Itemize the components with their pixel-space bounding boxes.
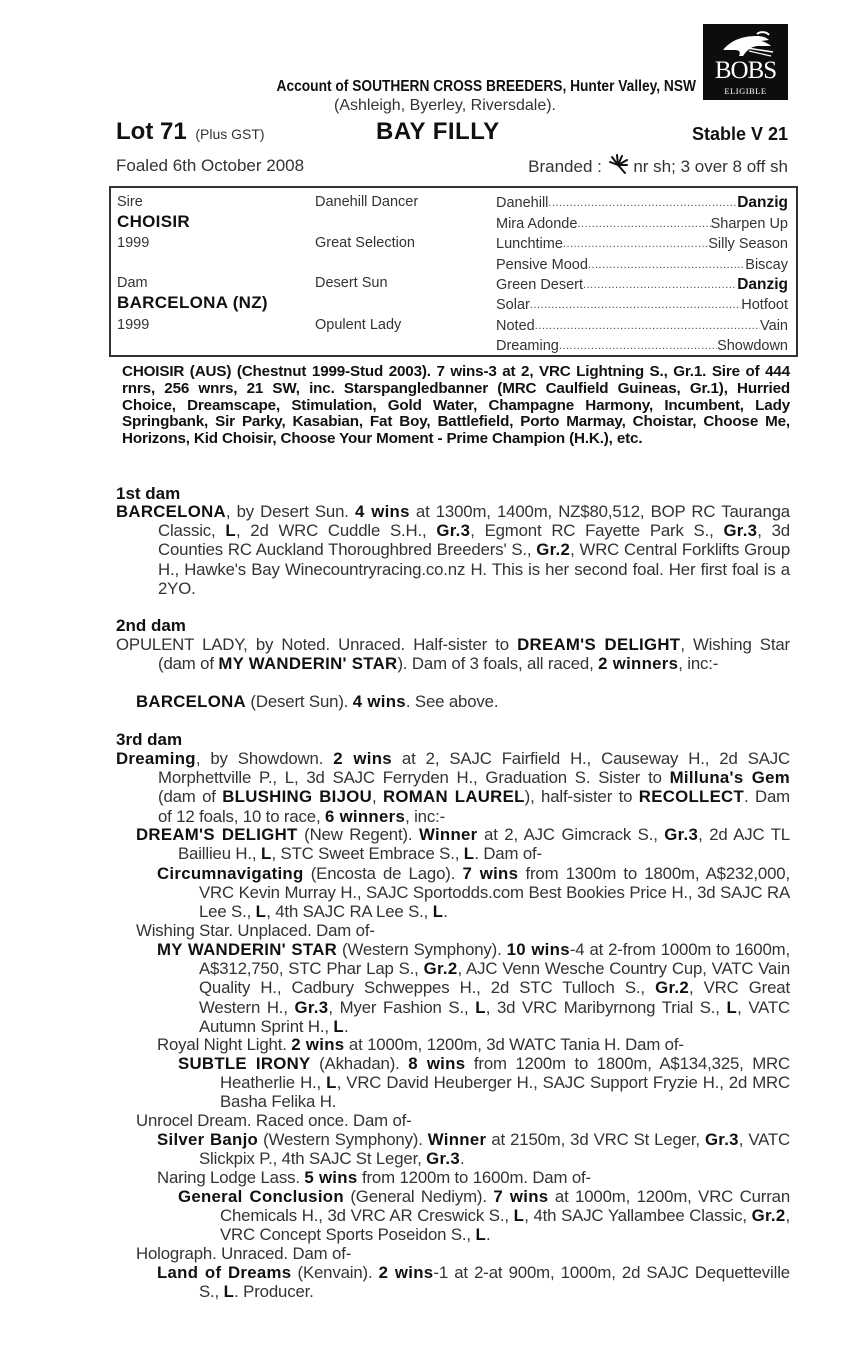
text: , Myer Fashion S., <box>328 997 476 1017</box>
pedigree-entry <box>178 1187 790 1245</box>
great-grandparent-dam: Danehill <box>496 195 549 211</box>
bold-text: L <box>726 997 738 1017</box>
text: , 4th SAJC Yallambee Classic, <box>524 1206 752 1226</box>
text: , 2d WRC Cuddle S.H., <box>235 521 437 541</box>
third-dam-heading: 3rd dam <box>116 730 183 749</box>
text: , AJC Venn Wesche Country Cup, VATC Vain Quality H., Cadbury Schweppes H., 2d STC Tulloch S., <box>199 959 790 998</box>
great-grandparent-sire: Danzig <box>737 194 788 211</box>
bold-text: L <box>513 1206 525 1226</box>
bold-text: Dreaming <box>116 749 196 768</box>
pedigree-entry <box>157 1168 790 1187</box>
great-grandparent-sire: Showdown <box>717 338 788 354</box>
bold-text: SUBTLE IRONY <box>178 1054 311 1073</box>
text: , <box>372 787 383 807</box>
text: (Western Symphony). <box>337 940 507 959</box>
text: (General Nediym). <box>343 1187 494 1206</box>
great-grandparent-sire: Vain <box>760 318 788 334</box>
bold-text: 2 wins <box>378 1263 434 1282</box>
text: , 2d AJC TL Baillieu H., <box>178 825 790 864</box>
bold-text: 7 wins <box>493 1187 549 1206</box>
bold-text: BARCELONA <box>136 692 246 711</box>
bold-text: Gr.2 <box>751 1206 786 1226</box>
great-grandparent-dam: Noted <box>496 318 535 334</box>
great-grandparent-dam: Mira Adonde <box>496 216 578 232</box>
bold-text: 7 wins <box>462 864 519 883</box>
bold-text: DREAM'S DELIGHT <box>136 825 298 844</box>
lot-gst-note: (Plus GST) <box>195 126 265 142</box>
leader-dots <box>583 275 737 295</box>
leader-dots <box>588 255 745 275</box>
bold-text: BARCELONA <box>116 502 226 521</box>
bold-text: 5 wins <box>304 1168 358 1187</box>
pedigree-entry <box>136 692 790 711</box>
text: , Egmont RC Fayette Park S., <box>470 521 724 541</box>
bold-text: Winner <box>427 1130 487 1149</box>
bold-text: Gr.3 <box>664 825 699 844</box>
bold-text: L <box>255 902 267 922</box>
text: . <box>443 902 448 922</box>
text: OPULENT LADY, by Noted. Unraced. Half-sister to <box>116 635 518 654</box>
text: (Encosta de Lago). <box>303 864 463 883</box>
bold-text: ROMAN LAUREL <box>382 787 525 807</box>
pedigree-entry <box>116 502 790 598</box>
bold-text: Gr.3 <box>704 1130 739 1149</box>
text: (New Regent). <box>297 825 419 844</box>
text: , inc:- <box>405 806 446 826</box>
text: (dam of <box>158 787 223 807</box>
pedigree-entry <box>157 1130 790 1169</box>
text: . Dam of- <box>474 844 542 864</box>
leader-dots <box>563 234 708 254</box>
stable-number: Stable V 21 <box>691 124 788 144</box>
vendor-properties: (Ashleigh, Byerley, Riversdale). <box>333 97 556 114</box>
sire-dam: Great Selection <box>315 235 415 251</box>
bold-text: 2 winners <box>598 654 679 674</box>
leader-dots <box>535 316 760 336</box>
bold-text: Circumnavigating <box>157 864 304 883</box>
great-grandparent-row <box>496 234 788 254</box>
text: , by Desert Sun. <box>225 502 355 521</box>
great-grandparent-dam: Lunchtime <box>496 236 563 252</box>
bold-text: Land of Dreams <box>157 1263 292 1282</box>
sire-sire: Danehill Dancer <box>315 194 419 210</box>
text: ). Dam of 3 foals, all raced, <box>397 654 599 674</box>
bold-text: 10 wins <box>506 940 570 959</box>
text: , STC Sweet Embrace S., <box>271 844 464 864</box>
bold-text: Winner <box>418 825 478 844</box>
bold-text: Gr.2 <box>423 959 458 979</box>
text: from 1300m to 1800m, A$232,000, VRC Kevin Murray H., SAJC Sportodds.com Best Bookies Price H., 3d SAJC RA Lee S., <box>199 864 790 922</box>
text: . <box>460 1149 465 1169</box>
pedigree-table <box>109 186 798 357</box>
great-grandparent-sire: Danzig <box>737 276 788 293</box>
text: -4 at 2-from 1000m to 1600m, A$312,750, STC Phar Lap S., <box>199 940 790 979</box>
bold-text: L <box>326 1073 337 1093</box>
pedigree-entry <box>116 749 790 826</box>
bold-text: RECOLLECT <box>638 787 745 807</box>
brand-mark-icon <box>607 154 629 174</box>
bold-text: L <box>475 997 486 1017</box>
bold-text: DREAM'S DELIGHT <box>517 635 681 654</box>
great-grandparent-row <box>496 214 788 234</box>
text: ), half-sister to <box>524 787 639 807</box>
text: . <box>486 1225 491 1245</box>
text: (Desert Sun). <box>245 692 353 711</box>
sire-label: Sire <box>117 194 143 210</box>
text: . Dam of 12 foals, 10 to race, <box>158 787 790 826</box>
pedigree-entry <box>157 864 790 922</box>
branded-text: nr sh; 3 over 8 off sh <box>633 157 788 176</box>
leader-dots <box>559 336 717 356</box>
bold-text: 6 winners <box>324 806 406 826</box>
dam-label: Dam <box>117 275 148 291</box>
leader-dots <box>577 214 710 234</box>
bold-text: Silver Banjo <box>157 1130 259 1149</box>
sire-name: CHOISIR <box>117 212 190 231</box>
great-grandparent-row <box>496 295 788 315</box>
bold-text: 8 wins <box>408 1054 466 1073</box>
text: Naring Lodge Lass. <box>157 1168 305 1187</box>
text: at 1000m, 1200m, 3d WATC Tania H. Dam of- <box>344 1035 684 1054</box>
text: Holograph. Unraced. Dam of- <box>136 1244 352 1263</box>
text: from 1200m to 1600m. Dam of- <box>357 1168 591 1187</box>
bold-text: L <box>463 844 475 864</box>
bold-text: Milluna's Gem <box>669 768 790 788</box>
lot-number <box>116 118 265 146</box>
bold-text: BLUSHING BIJOU <box>222 787 372 807</box>
branded-label: Branded : <box>528 157 602 176</box>
great-grandparent-sire: Biscay <box>745 257 788 273</box>
great-grandparent-dam: Green Desert <box>496 277 584 293</box>
dam-sire: Desert Sun <box>315 275 388 291</box>
great-grandparent-sire: Silly Season <box>708 236 788 252</box>
first-dam-heading: 1st dam <box>116 484 181 503</box>
text: . <box>343 1016 349 1036</box>
text: Unrocel Dream. Raced once. Dam of- <box>136 1111 412 1130</box>
bold-text: Gr.3 <box>426 1149 461 1169</box>
bold-text: 2 wins <box>333 749 392 768</box>
text: at 1300m, 1400m, NZ$80,512, BOP RC Tauranga Classic, <box>158 502 790 541</box>
leader-dots <box>530 295 741 315</box>
text: , 3d VRC Maribyrnong Trial S., <box>485 997 727 1017</box>
logo-text-bobs: BOBS <box>714 57 777 84</box>
great-grandparent-sire: Sharpen Up <box>710 216 788 232</box>
text: . See above. <box>405 692 499 711</box>
bold-text: Gr.3 <box>436 521 471 541</box>
bold-text: L <box>223 1282 235 1302</box>
pedigree-entry <box>136 921 790 940</box>
text: (Western Symphony). <box>258 1130 428 1149</box>
text: , VATC Slickpix P., 4th SAJC St Leger, <box>199 1130 790 1169</box>
dam-dam: Opulent Lady <box>315 317 402 333</box>
bold-text: 4 wins <box>352 692 406 711</box>
text: , VATC Autumn Sprint H., <box>199 997 790 1036</box>
bold-text: MY WANDERIN' STAR <box>218 654 398 674</box>
text: , VRC David Heuberger H., SAJC Support Fryzie H., 2d MRC Basha Felika H. <box>220 1073 790 1112</box>
text: , VRC Concept Sports Poseidon S., <box>220 1206 790 1245</box>
leader-dots <box>548 193 737 213</box>
great-grandparent-sire: Hotfoot <box>741 297 788 313</box>
text: , 3d Counties RC Auckland Thoroughbred Breeders' S., <box>158 521 790 560</box>
bold-text: Gr.3 <box>294 997 329 1017</box>
pedigree-entry <box>178 1054 790 1112</box>
brand-description <box>528 154 788 177</box>
bold-text: General Conclusion <box>178 1187 344 1206</box>
bold-text: L <box>260 844 272 864</box>
pedigree-entry <box>157 940 790 1036</box>
text: (Kenvain). <box>291 1263 379 1282</box>
pedigree-entry <box>136 1244 790 1263</box>
text: from 1200m to 1800m, A$134,325, MRC Heatherlie H., <box>220 1054 790 1093</box>
dam-name: BARCELONA (NZ) <box>117 293 268 312</box>
great-grandparent-dam: Solar <box>496 297 530 313</box>
bold-text: 4 wins <box>354 502 410 521</box>
bold-text: L <box>432 902 444 922</box>
pedigree-entry <box>157 1035 790 1054</box>
pedigree-entry <box>157 1263 790 1302</box>
bold-text: L <box>475 1225 487 1245</box>
text: at 2, AJC Gimcrack S., <box>477 825 665 844</box>
great-grandparent-dam: Dreaming <box>496 338 559 354</box>
great-grandparent-row <box>496 193 788 213</box>
text: , 4th SAJC RA Lee S., <box>266 902 433 922</box>
great-grandparent-dam: Pensive Mood <box>496 257 588 273</box>
great-grandparent-row <box>496 275 788 295</box>
text: at 2150m, 3d VRC St Leger, <box>486 1130 705 1149</box>
bold-text: Gr.3 <box>723 521 758 541</box>
pedigree-entry <box>136 1111 790 1130</box>
foaled-date: Foaled 6th October 2008 <box>116 156 305 175</box>
text: -1 at 2-at 900m, 1000m, 2d SAJC Dequetteville S., <box>199 1263 790 1302</box>
lot-label: Lot 71 <box>116 118 187 145</box>
great-grandparent-row <box>496 255 788 275</box>
bold-text: L <box>225 521 236 541</box>
bold-text: MY WANDERIN' STAR <box>157 940 338 959</box>
bold-text: Gr.2 <box>536 540 571 560</box>
text: , by Showdown. <box>195 749 334 768</box>
text: Royal Night Light. <box>157 1035 292 1054</box>
great-grandparent-row <box>496 336 788 356</box>
sire-year: 1999 <box>117 235 150 251</box>
text: at 1000m, 1200m, VRC Curran Chemicals H., 3d VRC AR Creswick S., <box>220 1187 790 1226</box>
logo-text-eligible: ELIGIBLE <box>724 86 767 96</box>
text: , WRC Central Forklifts Group H., Hawke's Bay Winecountryracing.co.nz H. This is her second foal. Her first foal is a 2YO. <box>158 540 790 598</box>
bold-text: Gr.2 <box>655 978 689 998</box>
bold-text: L <box>333 1016 344 1036</box>
text: , VRC Great Western H., <box>199 978 790 1017</box>
second-dam-heading: 2nd dam <box>116 616 186 635</box>
bobs-eligible-logo <box>703 24 788 100</box>
dam-year: 1999 <box>117 317 150 333</box>
text: , inc:- <box>678 654 719 674</box>
text: at 2, SAJC Fairfield H., Causeway H., 2d SAJC Morphettville P., L, 3d SAJC Ferryden H., Graduation S. Sister to <box>158 749 790 788</box>
horse-head-icon <box>717 30 775 60</box>
text: (Akhadan). <box>310 1054 409 1073</box>
bold-text: 2 wins <box>291 1035 345 1054</box>
text: . Producer. <box>234 1282 314 1302</box>
great-grandparent-row <box>496 316 788 336</box>
text: , Wishing Star (dam of <box>158 635 790 674</box>
pedigree-entry <box>136 825 790 864</box>
text: Wishing Star. Unplaced. Dam of- <box>136 921 375 940</box>
sire-summary: CHOISIR (AUS) (Chestnut 1999-Stud 2003). 7 wins-3 at 2, VRC Lightning S., Gr.1. Sire of 444 rnrs, 256 wnrs, 21 SW, inc. Starspangledbanner (MRC Caulfield Guineas, Gr.1), Hurried Choice, Dreamscape, Stimulation, Gold Water, Champagne Harmony, Incumbent, Lady Springbank, Sir Parky, Kasabian, Fat Boy, Battlefield, Porto Marmay, Choistar, Choose Me, Horizons, Kid Choisir, Choose Your Moment - Prime Champion (H.K.), etc. <box>122 363 790 448</box>
pedigree-entry <box>116 635 790 674</box>
vendor-account: Account of SOUTHERN CROSS BREEDERS, Hunter Valley, NSW <box>276 78 696 95</box>
horse-description: BAY FILLY <box>376 118 500 145</box>
